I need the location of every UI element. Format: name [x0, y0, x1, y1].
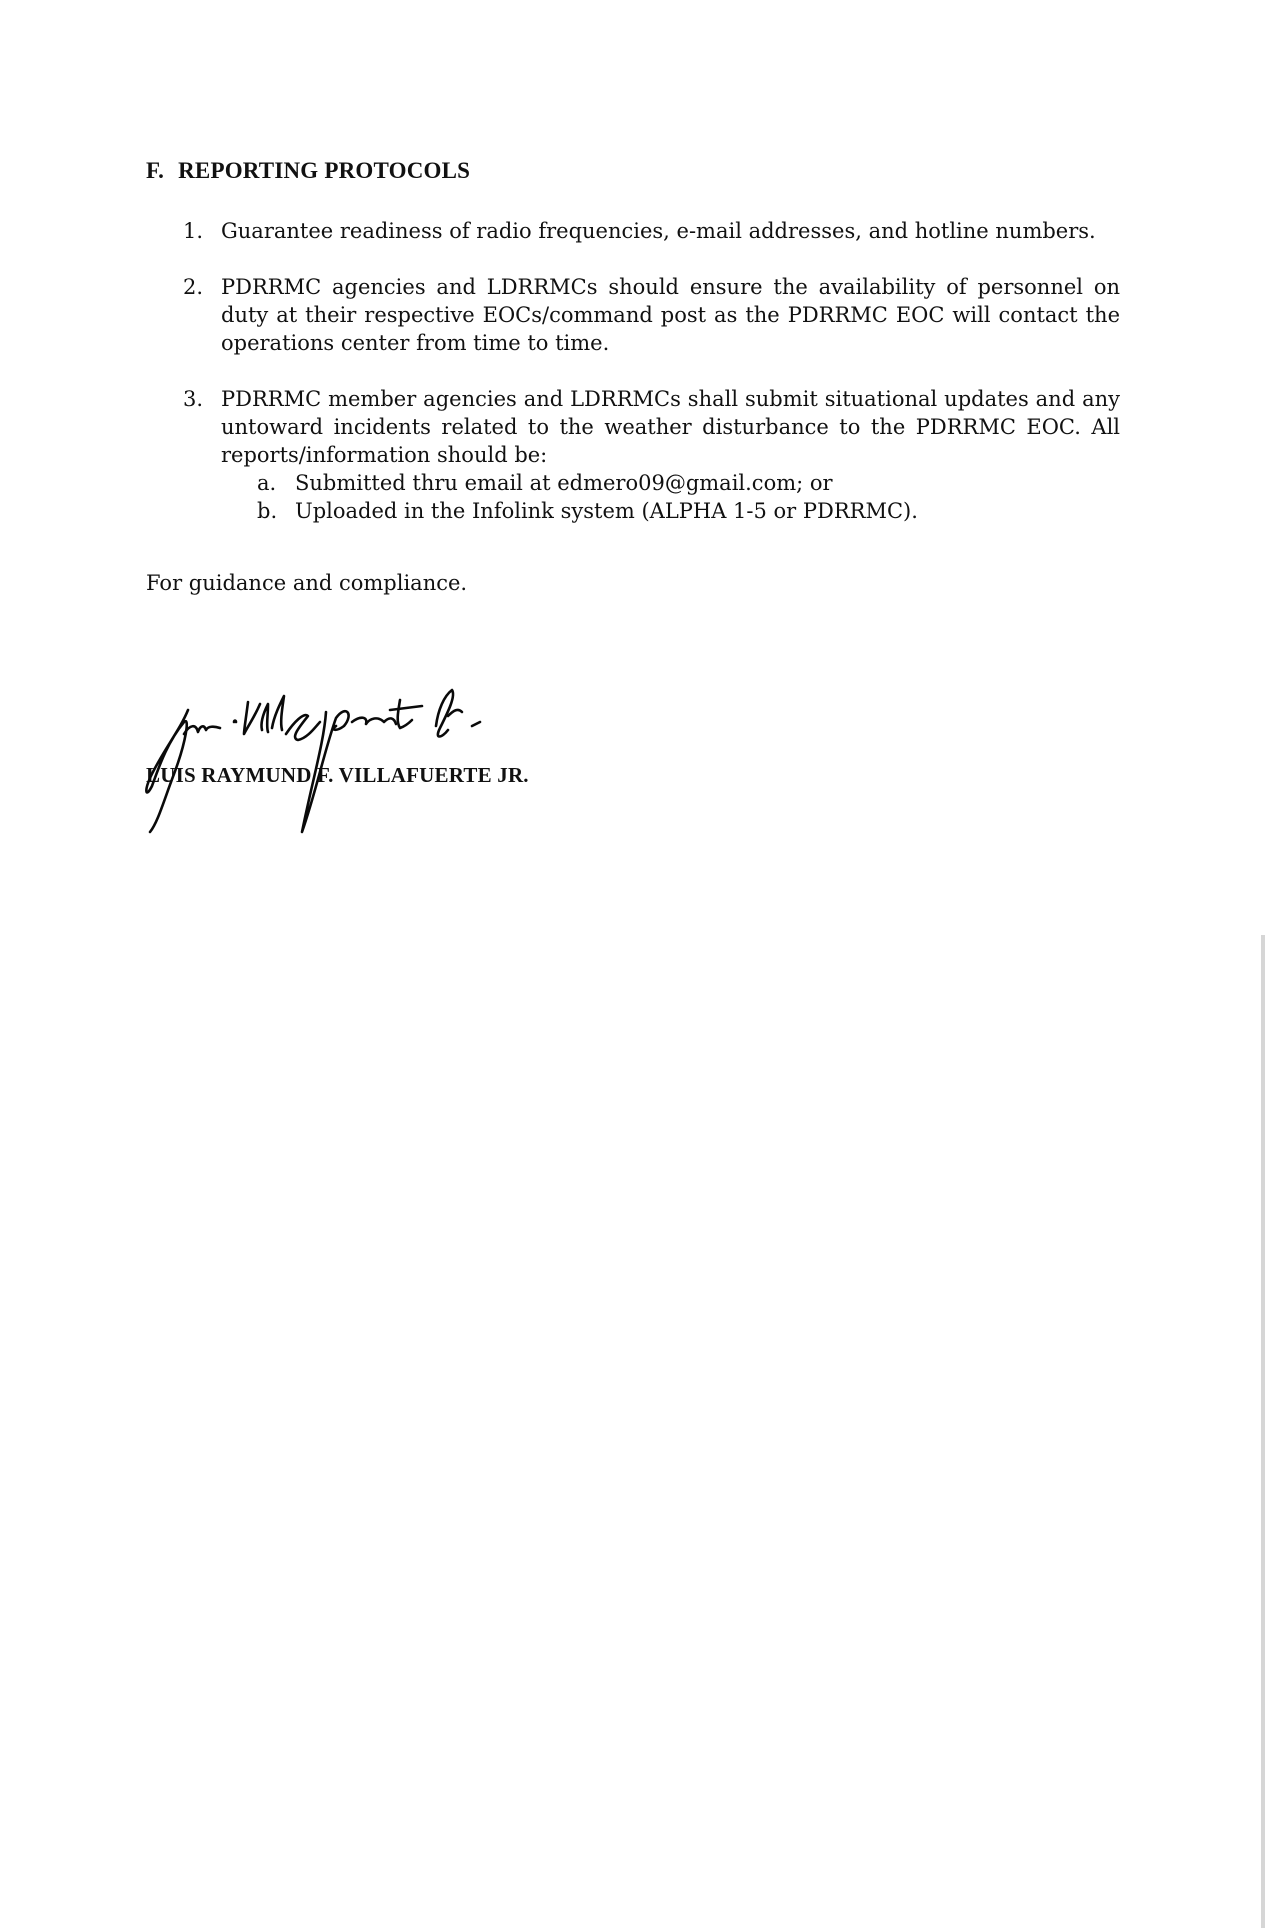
- section-heading: [146, 158, 470, 184]
- list-item: [183, 217, 1120, 245]
- item-number: 2.: [183, 275, 204, 299]
- item-text: Guarantee readiness of radio frequencies, e-mail addresses, and hotline numbers.: [221, 219, 1096, 243]
- sub-item-text: Uploaded in the Infolink system (ALPHA 1-5 or PDRRMC).: [295, 499, 918, 523]
- sub-item-letter: a.: [257, 471, 277, 495]
- item-text: PDRRMC member agencies and LDRRMCs shall submit situational updates and any untoward incidents related to the weather disturbance to the PDRRMC EOC. All reports/information should be:: [221, 387, 1120, 467]
- item-number: 1.: [183, 219, 204, 243]
- signatory-name: LUIS RAYMUND F. VILLAFUERTE JR.: [146, 763, 529, 787]
- sub-item: [257, 497, 1120, 525]
- sub-item: [257, 469, 1120, 497]
- sub-item-text: Submitted thru email at edmero09@gmail.com; or: [295, 471, 833, 495]
- list-item: [183, 273, 1120, 357]
- item-text: PDRRMC agencies and LDRRMCs should ensure the availability of personnel on duty at their respective EOCs/command post as the PDRRMC EOC will contact the operations center from time to time.: [221, 275, 1120, 355]
- closing-remark: For guidance and compliance.: [146, 571, 468, 595]
- sub-item-letter: b.: [257, 499, 278, 523]
- item-body: [221, 385, 1120, 525]
- handwritten-signature: [140, 682, 600, 842]
- scrollbar[interactable]: [1261, 935, 1265, 1928]
- section-letter: F.: [146, 158, 165, 183]
- item-number: 3.: [183, 387, 204, 411]
- list-item: [183, 385, 1120, 525]
- section-title: REPORTING PROTOCOLS: [178, 158, 471, 183]
